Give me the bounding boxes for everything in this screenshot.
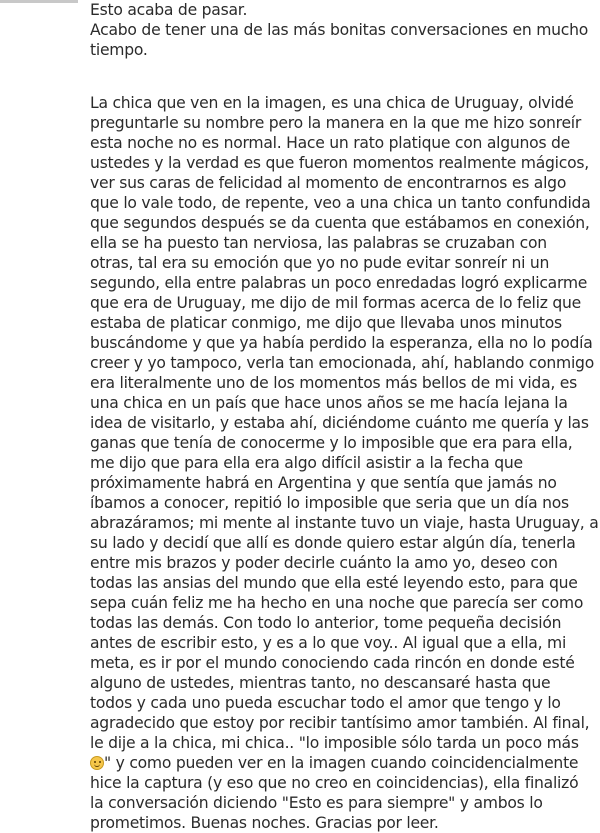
text-line: estaba de platicar conmigo, me dijo que llevaba unos minutos <box>90 314 562 332</box>
text-line: ustedes y la verdad es que fueron momentos realmente mágicos, <box>90 154 589 172</box>
text-line: ella se ha puesto tan nerviosa, las palabras se cruzaban con <box>90 234 547 252</box>
text-line: antes de escribir esto, y es a lo que voy.. Al igual que a ella, mi <box>90 634 567 652</box>
intro-paragraph <box>90 0 589 60</box>
text-line: preguntarle su nombre pero la manera en la que me hizo sonreír <box>90 114 582 132</box>
text-line: íbamos a conocer, repitió lo imposible que seria que un día nos <box>90 494 569 512</box>
text-line: que era de Uruguay, me dijo de mil formas acerca de lo feliz que <box>90 294 581 312</box>
smiley-emoji-icon <box>90 756 104 770</box>
text-line: entre mis brazos y poder decirle cuánto la amo yo, deseo con <box>90 554 558 572</box>
text-line-with-emoji <box>90 753 579 773</box>
text-line: su lado y decidí que allí es donde quiero estar algún día, tenerla <box>90 534 576 552</box>
top-divider <box>0 0 78 3</box>
text-line: hice la captura (y eso que no creo en coincidencias), ella finalizó <box>90 774 579 792</box>
text-line: Esto acaba de pasar. <box>90 1 248 19</box>
text-line: era literalmente uno de los momentos más bellos de mi vida, es <box>90 374 578 392</box>
text-line: que segundos después se da cuenta que estábamos en conexión, <box>90 214 590 232</box>
text-line: que lo vale todo, de repente, veo a una chica un tanto confundida <box>90 194 591 212</box>
text-line: la conversación diciendo "Esto es para siempre" y ambos lo <box>90 794 543 812</box>
text-line: La chica que ven en la imagen, es una chica de Uruguay, olvidé <box>90 94 574 112</box>
text-line: otras, tal era su emoción que yo no pude evitar sonreír ni un <box>90 254 550 272</box>
text-line: tiempo. <box>90 41 148 59</box>
text-line: una chica en un país que hace unos años se me hacía lejana la <box>90 394 568 412</box>
text-line: alguno de ustedes, mientras tanto, no descansaré hasta que <box>90 674 551 692</box>
text-line: todas las demás. Con todo lo anterior, tome pequeña decisión <box>90 614 562 632</box>
text-line: próximamente habrá en Argentina y que sentía que jamás no <box>90 474 557 492</box>
text-line: idea de visitarlo, y estaba ahí, diciéndome cuánto me quería y las <box>90 414 589 432</box>
text-line: le dije a la chica, mi chica.. "lo imposible sólo tarda un poco más <box>90 734 579 752</box>
text-line: ver sus caras de felicidad al momento de encontrarnos es algo <box>90 174 567 192</box>
body-paragraph <box>90 93 599 833</box>
text-line: buscándome y que ya había perdido la esperanza, ella no lo podía <box>90 334 593 352</box>
text-line: segundo, ella entre palabras un poco enredadas logró explicarme <box>90 274 588 292</box>
text-line: prometimos. Buenas noches. Gracias por leer. <box>90 814 439 832</box>
text-line: Acabo de tener una de las más bonitas conversaciones en mucho <box>90 21 589 39</box>
text-line: sepa cuán feliz me ha hecho en una noche que parecía ser como <box>90 594 584 612</box>
text-fragment: " y como pueden ver en la imagen cuando coincidencialmente <box>104 754 579 772</box>
text-line: todas las ansias del mundo que ella esté leyendo esto, para que <box>90 574 578 592</box>
text-line: ganas que tenía de conocerme y lo imposible que era para ella, <box>90 434 573 452</box>
text-line: agradecido que estoy por recibir tantísimo amor también. Al final, <box>90 714 590 732</box>
text-line: abrazáramos; mi mente al instante tuvo un viaje, hasta Uruguay, a <box>90 514 599 532</box>
text-line: creer y yo tampoco, verla tan emocionada, ahí, hablando conmigo <box>90 354 594 372</box>
text-line: me dijo que para ella era algo difícil asistir a la fecha que <box>90 454 523 472</box>
text-line: meta, es ir por el mundo conociendo cada rincón en donde esté <box>90 654 575 672</box>
text-line: esta noche no es normal. Hace un rato platique con algunos de <box>90 134 571 152</box>
post-text <box>90 0 599 833</box>
text-line: todos y cada uno pueda escuchar todo el amor que tengo y lo <box>90 694 561 712</box>
paragraph-gap <box>90 60 572 93</box>
